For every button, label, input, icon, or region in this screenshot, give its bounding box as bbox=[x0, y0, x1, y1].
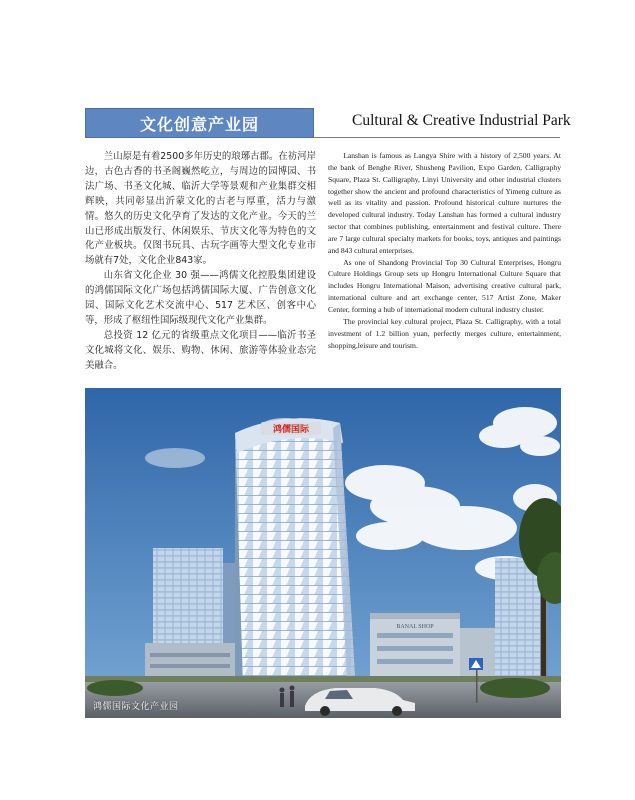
section-title-box bbox=[85, 108, 314, 138]
chinese-paragraph-2: 山东省文化企业 30 强——鸿儒文化控股集团建设的鸿儒国际文化广场包括鸿儒国际大厦、广告创意文化园、国际文化艺术交流中心、517 艺术区、创客中心等，形成了枢纽性国际级现代文化产业集群。 bbox=[85, 270, 316, 326]
tower-sign: 鸿儒国际 bbox=[272, 425, 310, 435]
chinese-text-column bbox=[85, 150, 316, 374]
right-tower bbox=[495, 558, 540, 688]
english-paragraph-2: As one of Shandong Provincial Top 30 Cultural Enterprises, Hongru Culture Holdings Group sets up Hongru International Culture Square that includes Hongru International Maison, advertising creative cultural park, international culture and art exchange center, 517 Artist Zone, Maker Center, forming a hub of international modern cultural industry cluster. bbox=[328, 257, 561, 314]
photo-caption: 鸿儒国际文化产业园 bbox=[93, 702, 179, 712]
english-text-column bbox=[328, 150, 561, 351]
title-underline bbox=[314, 137, 560, 138]
chinese-paragraph-1: 兰山原是有着2500多年历史的琅琊古郡。在祊河岸边，古色古香的书圣阁巍然屹立，与周边的园博园、书法广场、书圣文化城、临沂大学等景观和产业集群交相辉映，共同彰显出沂蒙文化的古老与厚重，活力与激情。悠久的历史文化孕育了发达的文化产业。今天的兰山已形成出版发行、休闲娱乐、节庆文化等为特色的文化产业板块。仅图书玩具、古玩字画等大型文化专业市场就有7处，文化企业843家。 bbox=[85, 151, 316, 267]
building-illustration bbox=[85, 388, 561, 718]
side-sign: BANAL SHOP bbox=[396, 624, 434, 630]
chinese-title: 文化创意产业园 bbox=[139, 114, 259, 134]
english-paragraph-3: The provincial key cultural project, Plaza St. Calligraphy, with a total investment of 1.2 billion yuan, perfectly merges culture, entertainment, shopping,leisure and tourism. bbox=[328, 316, 561, 350]
english-title: Cultural & Creative Industrial Park bbox=[352, 112, 571, 129]
english-paragraph-1: Lanshan is famous as Langya Shire with a history of 2,500 years. At the bank of Benghe River, Shusheng Pavilion, Expo Garden, Calligraphy Square, Plaza St. Calligraphy, Linyi University and other industrial clusters together show the ancient and profound characteristics of Yimeng culture as well as its vitality and passion. Profound historical culture nurtures the developed cultural industry. Today Lanshan has formed a cultural industry sector that combines publishing, entertainment and festival culture. There are 7 large cultural specialty markets for books, toys, antiques and paintings and 843 cultural enterprises. bbox=[328, 151, 561, 255]
chinese-paragraph-3: 总投资 12 亿元的省级重点文化项目——临沂书圣文化城将文化、娱乐、购物、休闲、旅游等体验业态完美融合。 bbox=[85, 329, 316, 371]
building-rendering-photo bbox=[85, 388, 561, 718]
